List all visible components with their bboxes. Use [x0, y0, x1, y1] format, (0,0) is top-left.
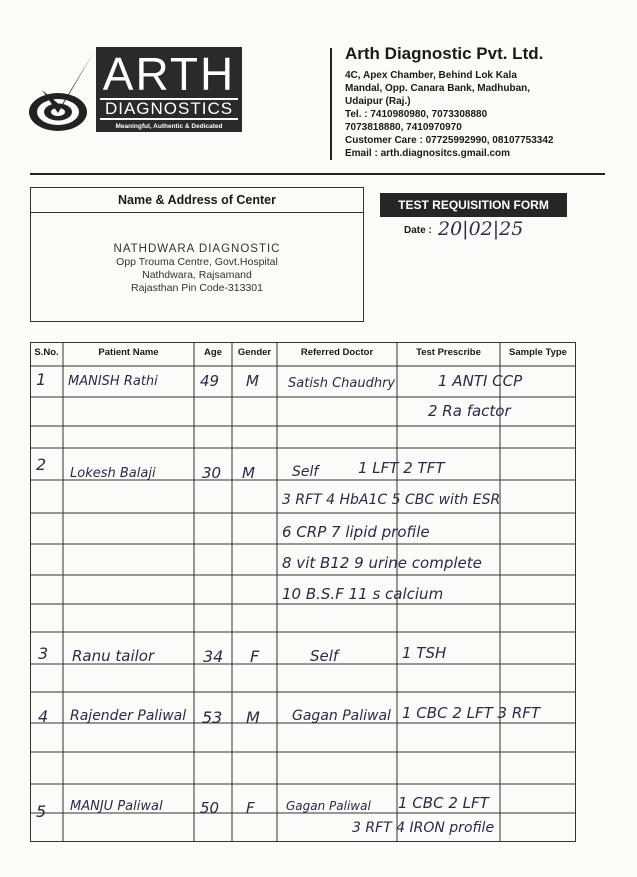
brand-name: ARTH	[102, 48, 236, 100]
company-address-line: Udaipur (Raj.)	[345, 96, 411, 107]
brand-sub: DIAGNOSTICS	[100, 98, 238, 120]
center-heading: Name & Address of Center	[31, 188, 363, 213]
entry-age: 53	[202, 708, 223, 727]
brand-logo	[96, 47, 242, 132]
entry-sno: 3	[38, 644, 49, 663]
entry-age: 49	[200, 372, 220, 390]
col-header-sno: S.No.	[34, 347, 59, 358]
company-phone: 7073818880, 7410970970	[345, 122, 462, 133]
form-title: TEST REQUISITION FORM	[380, 193, 567, 217]
entry-patient-name: Lokesh Balaji	[70, 466, 156, 481]
entry-sno: 5	[36, 802, 47, 821]
header-divider	[330, 48, 332, 160]
entry-doctor: Self	[292, 464, 319, 480]
entry-test: 1 CBC 2 LFT	[398, 794, 489, 812]
entry-test: 1 ANTI CCP	[438, 372, 523, 390]
entry-gender: F	[246, 799, 255, 817]
target-logo-icon	[28, 50, 100, 140]
entry-doctor: Satish Chaudhry	[288, 376, 396, 391]
header-rule	[30, 173, 605, 175]
entry-age: 34	[203, 647, 224, 666]
entry-sno: 4	[38, 707, 49, 726]
entry-patient-name: MANISH Rathi	[68, 374, 158, 389]
entry-doctor: Gagan Paliwal	[286, 799, 371, 813]
entry-patient-name: MANJU Paliwal	[70, 799, 163, 814]
date-value: 20|02|25	[438, 218, 524, 240]
entry-age: 50	[200, 799, 220, 817]
center-address-stamp	[31, 213, 363, 295]
entry-test: 1 TSH	[402, 644, 447, 662]
company-info	[345, 44, 635, 160]
entry-test: 2 Ra factor	[428, 402, 511, 420]
date-label: Date :	[404, 225, 432, 236]
center-name: NATHDWARA DIAGNOSTIC	[113, 243, 281, 255]
entry-test: 8 vit B12 9 urine complete	[282, 554, 482, 572]
company-address-line: 4C, Apex Chamber, Behind Lok Kala	[345, 70, 517, 81]
center-address-line: Opp Trouma Centre, Govt.Hospital	[116, 256, 278, 268]
entry-test: 1 CBC 2 LFT 3 RFT	[402, 704, 541, 722]
entry-sno: 2	[36, 455, 47, 474]
entry-test: 6 CRP 7 lipid profile	[282, 523, 430, 541]
entry-test: 3 RFT 4 HbA1C 5 CBC with ESR	[282, 492, 501, 508]
brand-tagline: Meaningful, Authentic & Dedicated	[115, 123, 223, 130]
col-header-test-prescribe: Test Prescribe	[416, 347, 481, 358]
entry-age: 30	[202, 464, 222, 482]
col-header-sample-type: Sample Type	[509, 347, 567, 358]
entry-patient-name: Ranu tailor	[72, 647, 155, 665]
col-header-gender: Gender	[237, 347, 272, 358]
entry-gender: M	[246, 708, 260, 727]
entry-gender: M	[242, 464, 255, 482]
col-header-patient-name: Patient Name	[98, 347, 159, 358]
col-header-referred-doctor: Referred Doctor	[300, 347, 374, 358]
company-phone: Tel. : 7410980980, 7073308880	[345, 109, 488, 120]
entry-test: 3 RFT 4 IRON profile	[352, 820, 495, 836]
col-header-age: Age	[204, 347, 222, 358]
company-name: Arth Diagnostic Pvt. Ltd.	[345, 44, 544, 63]
company-customer-care: Customer Care : 07725992990, 08107753342	[345, 135, 554, 146]
company-address-line: Mandal, Opp. Canara Bank, Madhuban,	[345, 83, 531, 94]
entry-patient-name: Rajender Paliwal	[70, 708, 187, 724]
entry-gender: M	[246, 372, 259, 390]
entry-doctor: Self	[310, 647, 339, 665]
entry-test: 10 B.S.F 11 s calcium	[282, 585, 444, 603]
company-email: Email : arth.diagnositcs.gmail.com	[345, 148, 511, 159]
entry-doctor: Gagan Paliwal	[292, 708, 391, 724]
center-address-box	[30, 187, 364, 322]
center-address-line: Nathdwara, Rajsamand	[142, 269, 252, 281]
entry-sno: 1	[36, 370, 47, 389]
center-address-line: Rajasthan Pin Code-313301	[131, 282, 263, 294]
entry-gender: F	[250, 647, 260, 666]
entry-test: 1 LFT 2 TFT	[358, 459, 445, 477]
patient-table	[30, 342, 576, 842]
